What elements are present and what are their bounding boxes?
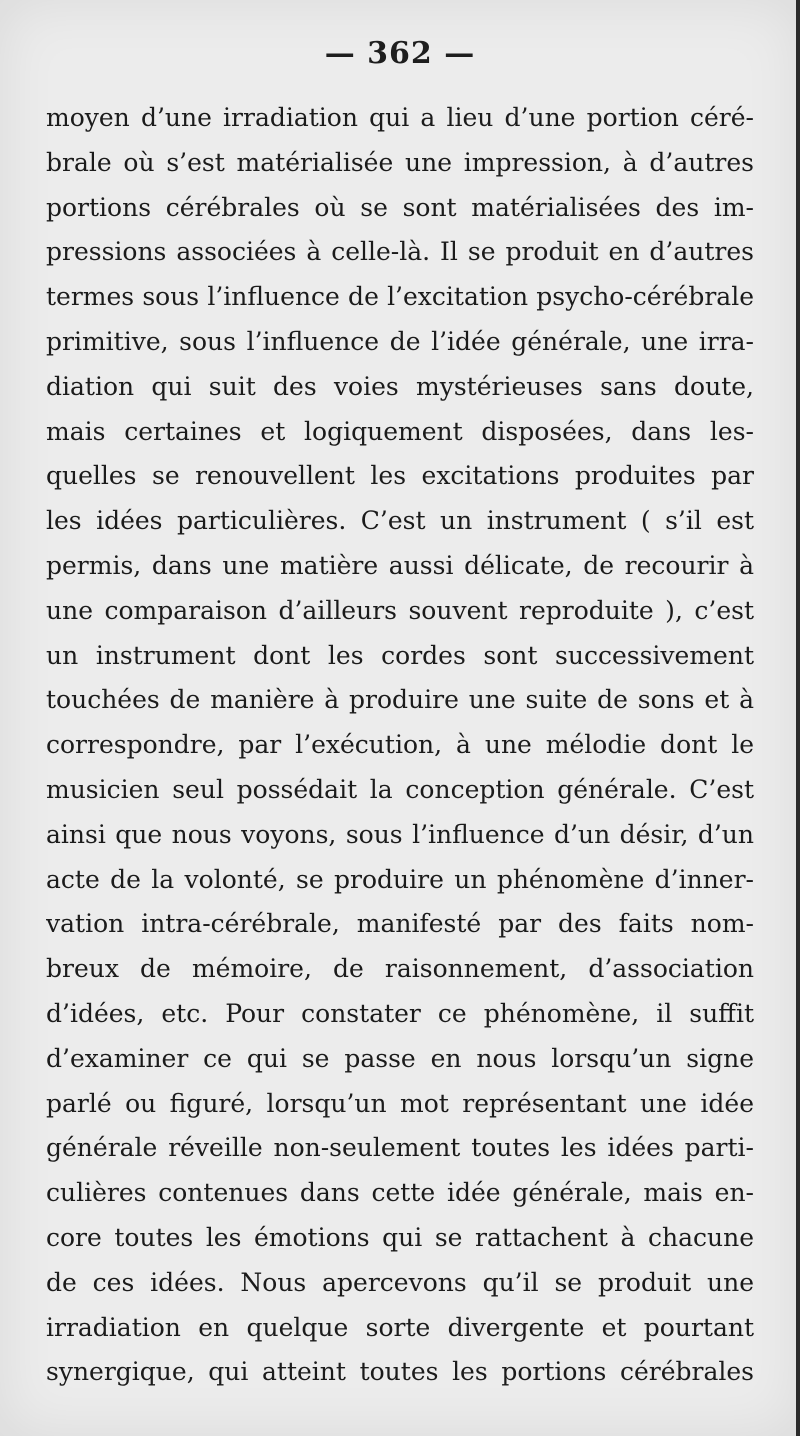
text-line: mais certaines et logiquement disposées, dans les- <box>46 416 754 446</box>
text-line: ainsi que nous voyons, sous l’influence d’un désir, d’un <box>46 819 754 849</box>
text-line: irradiation en quelque sorte divergente et pourtant <box>46 1312 754 1342</box>
text-line: une comparaison d’ailleurs souvent reproduite ), c’est <box>46 595 754 625</box>
text-line: brale où s’est matérialisée une impression, à d’autres <box>46 147 754 177</box>
text-line: culières contenues dans cette idée générale, mais en- <box>46 1178 754 1208</box>
text-line: correspondre, par l’exécution, à une mélodie dont le <box>46 730 754 760</box>
text-line: termes sous l’influence de l’excitation psycho-cérébrale <box>46 282 754 312</box>
text-line: primitive, sous l’influence de l’idée générale, une irra- <box>46 326 754 356</box>
text-line: touchées de manière à produire une suite de sons et à <box>46 685 754 715</box>
text-line: permis, dans une matière aussi délicate, de recourir à <box>46 550 754 580</box>
text-line: synergique, qui atteint toutes les portions cérébrales <box>46 1357 754 1387</box>
body-text <box>46 96 754 1395</box>
text-line: un instrument dont les cordes sont successivement <box>46 640 754 670</box>
text-line: core toutes les émotions qui se rattachent à chacune <box>46 1222 754 1252</box>
text-line: acte de la volonté, se produire un phénomène d’inner- <box>46 864 754 894</box>
text-line: de ces idées. Nous apercevons qu’il se produit une <box>46 1267 754 1297</box>
text-line: d’idées, etc. Pour constater ce phénomène, il suffit <box>46 998 754 1028</box>
text-line: les idées particulières. C’est un instrument ( s’il est <box>46 506 754 536</box>
text-line: moyen d’une irradiation qui a lieu d’une portion céré- <box>46 103 754 132</box>
page-number: — 362 — <box>324 36 476 71</box>
text-line: breux de mémoire, de raisonnement, d’association <box>46 954 754 984</box>
text-line: portions cérébrales où se sont matérialisées des im- <box>46 192 754 222</box>
text-line: parlé ou figuré, lorsqu’un mot représentant une idée <box>46 1088 754 1118</box>
text-line: d’examiner ce qui se passe en nous lorsqu’un signe <box>46 1043 754 1073</box>
text-line: générale réveille non-seulement toutes les idées parti- <box>46 1133 754 1163</box>
text-line: vation intra-cérébrale, manifesté par des faits nom- <box>46 909 754 939</box>
text-line: musicien seul possédait la conception générale. C’est <box>46 774 754 804</box>
text-line: diation qui suit des voies mystérieuses sans doute, <box>46 371 754 401</box>
text-line: quelles se renouvellent les excitations produites par <box>46 461 754 491</box>
text-line: pressions associées à celle-là. Il se produit en d’autres <box>46 237 754 267</box>
